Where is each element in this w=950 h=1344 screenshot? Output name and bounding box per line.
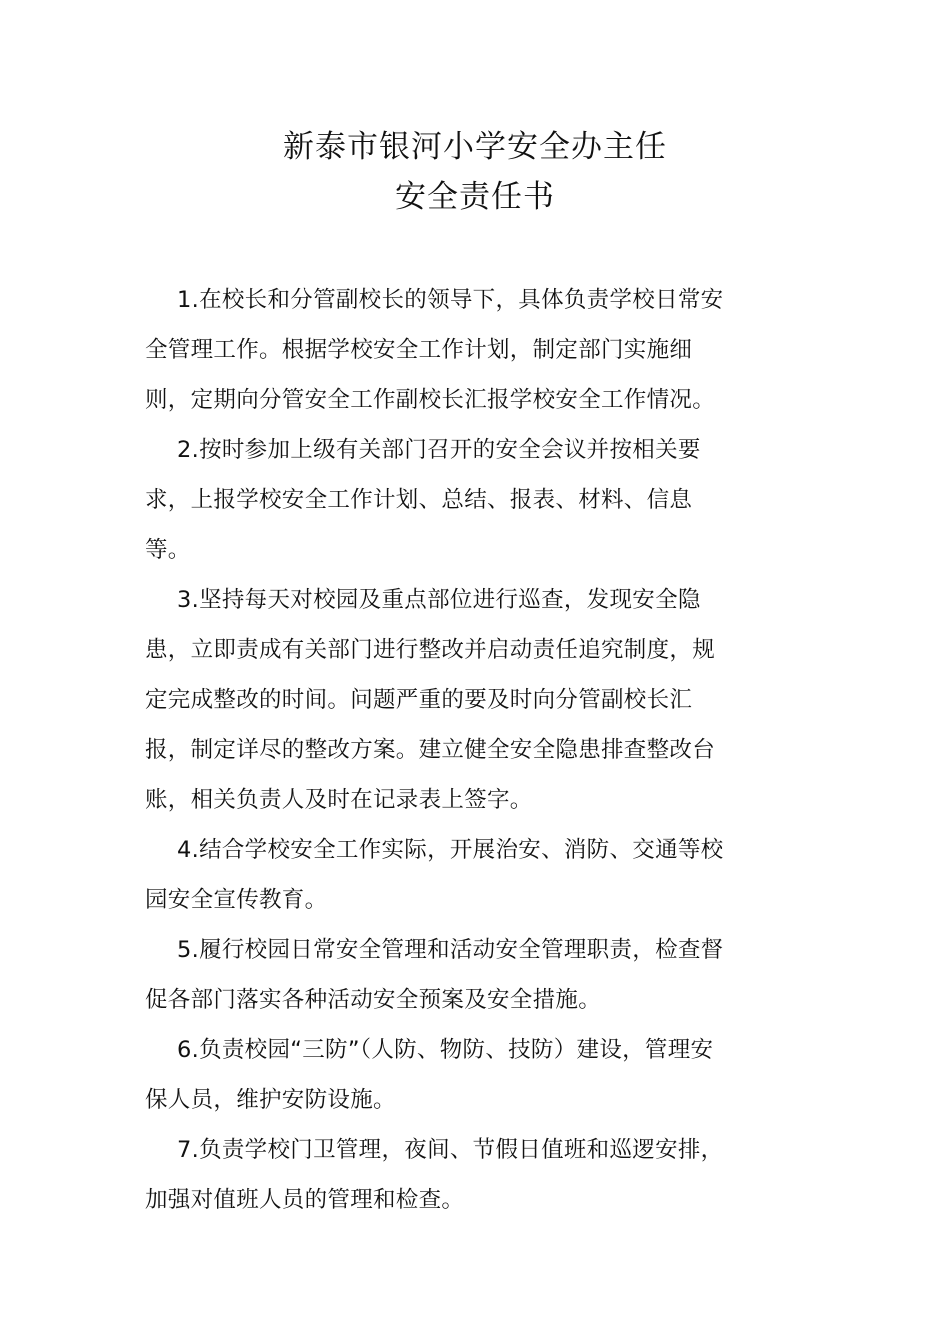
paragraph-5 <box>145 925 800 1025</box>
paragraph-7 <box>145 1125 800 1225</box>
paragraph-line: 等。 <box>145 537 191 563</box>
paragraph-line: 6.负责校园“三防”（人防、物防、技防）建设，管理安 <box>177 1037 714 1063</box>
paragraph-line: 全管理工作。根据学校安全工作计划，制定部门实施细 <box>145 337 693 363</box>
paragraph-1 <box>145 275 800 425</box>
title-line-2: 安全责任书 <box>395 179 555 215</box>
paragraph-line: 5.履行校园日常安全管理和活动安全管理职责，检查督 <box>177 937 724 963</box>
paragraph-2 <box>145 425 800 575</box>
paragraph-4 <box>145 825 800 925</box>
paragraph-6 <box>145 1025 800 1125</box>
paragraph-line: 患，立即责成有关部门进行整改并启动责任追究制度，规 <box>145 637 716 663</box>
paragraph-line: 加强对值班人员的管理和检查。 <box>145 1187 465 1213</box>
paragraph-line: 1.在校长和分管副校长的领导下，具体负责学校日常安 <box>177 287 724 313</box>
paragraph-line: 3.坚持每天对校园及重点部位进行巡查，发现安全隐 <box>177 587 701 613</box>
paragraph-line: 则，定期向分管安全工作副校长汇报学校安全工作情况。 <box>145 387 716 413</box>
paragraph-line: 保人员，维护安防设施。 <box>145 1087 396 1113</box>
paragraph-line: 账，相关负责人及时在记录表上签字。 <box>145 787 533 813</box>
paragraph-line: 4.结合学校安全工作实际，开展治安、消防、交通等校 <box>177 837 724 863</box>
paragraph-line: 园安全宣传教育。 <box>145 887 328 913</box>
paragraph-line: 报，制定详尽的整改方案。建立健全安全隐患排查整改台 <box>145 737 716 763</box>
paragraph-line: 7.负责学校门卫管理，夜间、节假日值班和巡逻安排， <box>177 1137 724 1163</box>
paragraph-line: 2.按时参加上级有关部门召开的安全会议并按相关要 <box>177 437 701 463</box>
paragraph-3 <box>145 575 800 825</box>
document-body <box>145 275 800 1225</box>
paragraph-line: 求，上报学校安全工作计划、总结、报表、材料、信息 <box>145 487 693 513</box>
document-title <box>0 122 950 222</box>
paragraph-line: 定完成整改的时间。问题严重的要及时向分管副校长汇 <box>145 687 693 713</box>
title-line-1: 新泰市银河小学安全办主任 <box>283 129 667 165</box>
paragraph-line: 促各部门落实各种活动安全预案及安全措施。 <box>145 987 602 1013</box>
